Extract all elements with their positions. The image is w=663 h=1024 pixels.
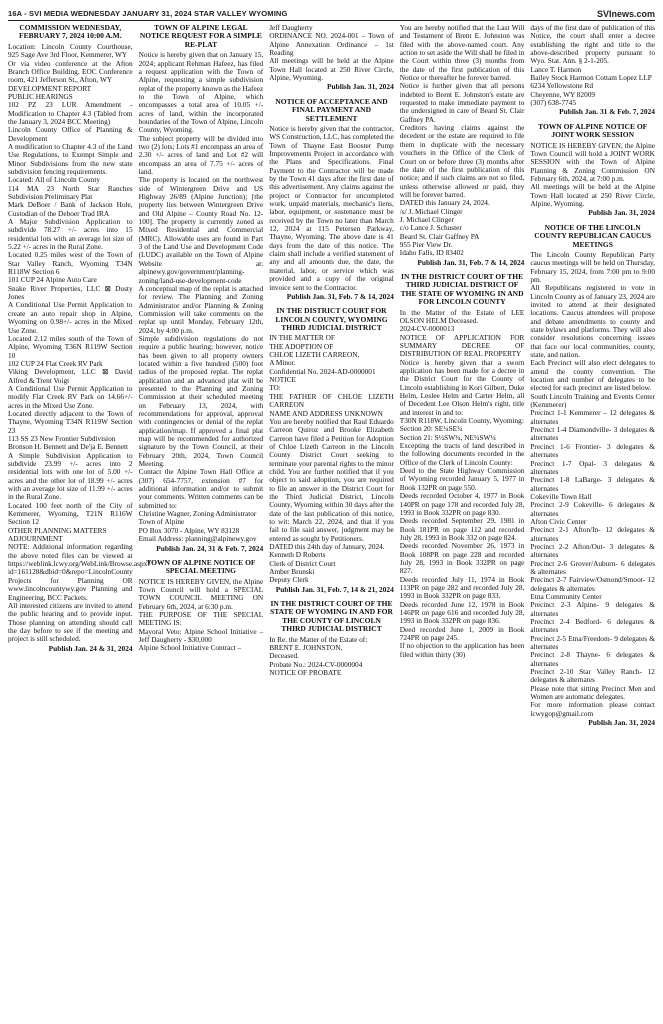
notice-title: IN THE DISTRICT COURT OF THE STATE OF WYOMING IN AND FOR THE COUNTY OF LINCOLN THIRD JUDICIAL DISTRICT [270, 599, 393, 634]
notice-body [269, 636, 394, 678]
notice-paragraph: Email Address: planning@alpinewy.gov [138, 534, 257, 544]
notice-paragraph: Town of Alpine [138, 517, 185, 527]
notice-paragraph: NOTICE OF PROBATE [269, 668, 342, 678]
notice-paragraph: Deceased. [269, 651, 299, 661]
notice-paragraph: Please note that sitting Precinct Men and Women are automatic delegates. [530, 683, 655, 702]
notice-title: COMMISSION WEDNESDAY, FEBRUARY 7, 2024 10:00 A.M. [19, 23, 122, 41]
notice-paragraph: Located 0.25 miles west of the Town of Star Valley Ranch, Wyoming T34N R118W Section 6 [8, 250, 133, 277]
notice-paragraph: 2024-CV-0000013 [399, 324, 455, 334]
notice-paragraph: THE PURPOSE OF THE SPECIAL MEETING IS: [138, 610, 264, 628]
notice-paragraph: Precinct 2-6 Grover/Auburn- 6 delegates & alternates [530, 558, 655, 576]
notice-paragraph: Section 21: S½SW¼, NE¼SW¼ [399, 432, 496, 442]
notice-paragraph: The property is located on the northwest side of Wintergreen Drive and US Highway 26/89 (Alpine Junction); [the property lies between Wintergreen Drive and Old Alpine – County Road No. 12-100]. The property is currently zoned as Mixed Residential and Commercial (MRC). Allowable uses are found in Part 3 of the Land Use and Development Code (LUDC) available on the Town of Alpine Website at: alpinewy.gov/government/planning-zoning/land-use-development-code [138, 175, 264, 285]
notice-paragraph: OTHER PLANNING MATTERS [8, 525, 107, 535]
page-header [8, 4, 655, 21]
notice-paragraph: T30N R118W, Lincoln County, Wyoming: [399, 416, 524, 426]
notice-paragraph: DEVELOPMENT REPORT [8, 83, 92, 93]
notice-paragraph: In Re. the Matter of the Estate of: [269, 634, 368, 644]
legal-notice [269, 24, 394, 92]
notice-paragraph: Precinct 2-3 Alpine- 9 delegates & alternates [530, 600, 655, 618]
notice-paragraph: THE ADOPTION OF [269, 341, 334, 351]
legal-notice [400, 24, 525, 267]
publish-dates: Publish Jan. 31, Feb. 7, 14 & 21, 2024 [275, 584, 394, 594]
notice-paragraph: Mayoral Veto: Alpine School Initiative – Jeff Daugherty - $30,000 [138, 626, 264, 645]
notice-paragraph: Each Precinct will also elect delegates to attend the county convention. The location and number of delegates to be elected for each precinct are listed below. [530, 358, 655, 393]
notice-paragraph: Bronson H. Bennett and De'ja E. Bennett [8, 442, 129, 452]
notice-paragraph: PUBLIC HEARINGS [8, 91, 73, 101]
notice-paragraph: Kenneth D Roberts [269, 550, 326, 560]
notice-paragraph: All meetings will be held at the Alpine Town Hall located at 250 River Circle, Alpine, Wyoming. [269, 56, 394, 83]
notice-paragraph: NOTE: Additional information regarding the above noted files can be viewed at https://weblink.lcwy.org/WebLink/Browse.aspx?id=161128&dbid=0&repo=LincolnCounty [8, 542, 151, 577]
legal-notice [530, 224, 655, 728]
notice-body [400, 309, 525, 659]
legal-notice [530, 123, 655, 218]
publish-dates: Publish Jan. 24, 31 & Feb. 7, 2024 [156, 543, 264, 553]
notice-title: NOTICE OF ACCEPTANCE AND FINAL PAYMENT AND SETTLEMENT [275, 96, 388, 123]
notice-body [530, 142, 655, 209]
notice-paragraph: Mark DeBoer / Bank of Jackson Hole, Custodian of the Deboer Trad IRA [8, 200, 133, 218]
notice-paragraph: Precinct 1-4 Diamondville- 3 delegates & alternates [530, 425, 655, 443]
notice-paragraph: Precinct 1-1 Kemmerer – 12 delegates & alternates [530, 408, 655, 426]
column-5 [530, 24, 655, 1020]
notice-paragraph: 6234 Yellowstone Rd [530, 81, 594, 91]
publish-dates: Publish Jan. 31, Feb. 7 & 14, 2024 [417, 257, 525, 267]
notice-paragraph: ADJOURNMENT [8, 534, 63, 544]
notice-title: TOWN OF ALPINE NOTICE OF JOINT WORK SESSION [538, 121, 648, 140]
notice-paragraph: Notice is hereby given that the contractor, WS Construction, LLC, has completed the Town of Thayne East Booster Pump Improvements Project in accordance with the Plans and Specifications. Final Payment to the Contractor will be made by the Town 41 days after the first date of this advertisement. Any claims against the project or Contractor for uncompleted work, unpaid materials, mechanic's liens, labor, equipment, or sustenance must be received by the Town no later than March 12, 2024 at 115 Petersen Parkway, Thayne, Wyoming. The above date is 41 days from the date of this notice. The claim shall include a verified statement of any and all amounts due, the date, the material, labor, or service which was provided and a copy of the original invoice sent to the Contractor. [269, 123, 394, 292]
notice-paragraph: NAME AND ADDRESS UNKNOWN [269, 408, 383, 418]
notice-paragraph: All meetings will be held at the Alpine Town Hall located at 250 River Circle, Alpine, Wyoming. [530, 182, 655, 208]
notice-paragraph: Christine Wagner, Zoning Administrator [138, 509, 257, 519]
notice-body [139, 51, 264, 543]
notice-title: TOWN OF ALPINE NOTICE OF SPECIAL MEETING [146, 557, 256, 576]
notice-body [530, 24, 655, 107]
notice-paragraph: NOTICE IS HEREBY GIVEN, the Alpine Town Council will hold a JOINT WORK SESSION with the Town of Alpine Planning & Zoning Commission ON February 6th, 2024, at 7:00 p.m. [530, 140, 655, 183]
notice-paragraph: Deed to the State Highway Commission of Wyoming recorded January 5, 1977 in Book 132PR on page 550. [399, 466, 525, 492]
notice-paragraph: Located 100 feet north of the City of Kemmerer, Wyoming, T21N R116W Section 12 [8, 500, 133, 527]
notice-title: TOWN OF ALPINE LEGAL NOTICE REQUEST FOR A SIMPLE RE-PLAT [139, 23, 262, 49]
notice-paragraph: 102 PZ 23 LUR Amendment - Modification to Chapter 4.3 (Tabled from the January 3, 2024 BCC Meeting) [8, 100, 133, 126]
notice-paragraph: Deed recorded June 1, 2009 in Book 724PR on page 245. [399, 624, 525, 642]
notice-paragraph: (307) 638-7745 [530, 98, 576, 108]
legal-notice [269, 98, 394, 301]
notice-paragraph: Precinct 2-9 Cokeville- 6 delegates & alternates [530, 500, 655, 518]
notice-paragraph: The Lincoln County Republican Party caucus meetings will be held on Thursday, February 15, 2024, from 7:00 pm to 9:00 pm. [530, 249, 655, 284]
notice-paragraph: Deeds recorded November 26, 1973 in Book 108PR on page 228 and recorded July 28, 1993 in Book 332PR on page 827. [399, 541, 525, 576]
publish-dates: Publish Jan. 31, 2024 [588, 208, 655, 218]
notice-paragraph: DATED this 24th day of January, 2024. [269, 542, 385, 551]
notice-paragraph: Deeds recorded October 4, 1977 in Book 140PR on page 178 and recorded July 28, 1993 in Book 332PR on page 830. [399, 491, 525, 517]
notice-paragraph: Alpine School Initiative Contract – [138, 643, 242, 653]
notice-paragraph: Notice is hereby given that on January 15, 2024; applicant Rehman Hafeez, has filed a request application with the Town of Alpine, requesting a simple subdivision replat of the property known as the Hafeez to the Town of Alpine, which encompasses a total area of 10.05 +/- acres of land, within the incorporated boundaries of the Town of Alpine, Lincoln County, Wyoming. [138, 50, 264, 135]
notice-paragraph: J. Michael Clinger [399, 214, 454, 224]
legal-notice [269, 307, 394, 594]
notice-body [269, 334, 394, 584]
notice-paragraph: Cheyenne, WY 82009 [530, 89, 596, 99]
legal-notice [139, 24, 264, 553]
notice-paragraph: Precinct 1-8 LaBarge- 3 delegates & alternates [530, 475, 655, 493]
notice-paragraph: Section 20: SE¼SE¼ [399, 424, 463, 434]
notice-paragraph: Snake River Properties, LLC ⊠ Dusty Jones [8, 283, 133, 302]
notice-paragraph: Excepting the tracts of land described in the following documents recorded in the Office of the Clerk of Lincoln County: [399, 441, 525, 467]
notice-paragraph: Cokeville Town Hall [530, 491, 592, 501]
notice-paragraph: Notice is further given that all persons indebted to Brent E. Johnston's estate are requested to make immediate payment to the undersigned in care of Beard St. Clair Gaffney PA. [399, 81, 525, 124]
publish-dates: Publish Jan. 31 & Feb. 7, 2024 [559, 107, 655, 117]
notice-paragraph: 101 CUP 24 Alpine Auto Care [8, 275, 97, 285]
notice-paragraph: Deeds recorded June 12, 1978 in Book 146PR on page 616 and recorded July 28, 1993 in Book 332PR on page 836. [399, 599, 525, 626]
notice-paragraph: The subject property will be divided into two (2) lots; Lots #1 encompass an area of 2.30 +/- acres of land and Lot #2 will encompass an area of 7.75 +/- acres of land. [138, 133, 264, 177]
notice-paragraph: Located directly adjacent to the Town of Thayne, Wyoming T34N R119W Section 23 [8, 408, 133, 435]
notice-paragraph: A Conditional Use Permit Application to modify Flat Creek RV Park on 14.66+/-acres in the Mixed Use Zone. [8, 383, 133, 410]
notice-paragraph: Beard St. Clair Gaffney PA [399, 231, 480, 241]
notice-paragraph: You are hereby notified that Raul Eduardo Carreon Quiroz and Brooke Elizabeth Carreon have filed a Petition for Adoption of Chloe Lizeth Carreon in the Lincoln County District Court seeking to terminate your parental rights to the minor child. You are further notified that if you object to said adoption, you are required to file an answer in the District Court for the Third Judicial District, Lincoln County, Wyoming within 30 days after the date of the last publication of this notice, to wit: March 22, 2024, and that if you fail to file said answer, judgment may be entered as sought by Petitioners. [269, 416, 394, 543]
notice-body [400, 24, 525, 258]
column-1 [8, 23, 151, 1020]
notice-paragraph: THE FATHER OF CHLOE LIZETH CARREON [269, 391, 394, 410]
notice-paragraph: Precinct 2-1 Afton/In- 12 delegates & alternates [530, 525, 655, 543]
notice-paragraph: ORDINANCE NO. 2024-001 – Town of Alpine Annexation Ordinance – 1st Reading [269, 31, 394, 58]
notice-body [530, 251, 655, 718]
notice-paragraph: All Republicans registered to vote in Lincoln County as of January 23, 2024 are invited to attend at their designated locations. Caucus attendees will propose and debate amendments to county and state bylaws and platforms. They will also consider resolutions concerning issues that face our local communities, county, state, and nation. [530, 283, 655, 360]
notice-paragraph: Contact the Alpine Town Hall Office at (307) 654-7757, extension #7 for additional information and/or to submit your comments. Written comments can be submitted to: [138, 467, 264, 510]
notice-paragraph: Projects for Planning OR www.lincolncountywy.gov Planning and Engineering, BCC Packets. [8, 575, 133, 602]
publish-dates: Publish Jan. 31, Feb. 7 & 14, 2024 [286, 291, 394, 301]
notice-paragraph: Notice is hereby given that a sworn application has been made for a decree in the District Court for the County of Lincoln establishing in Kori Gilbert, Duke Helm, Leslee Helm and Carter Helm, all of Decedent Lee Olson Helm's right, title and interest in and to: [399, 357, 525, 417]
notice-paragraph: Lincoln County Office of Planning & Development [8, 125, 133, 143]
notice-paragraph: Lance T. Harmon [530, 64, 582, 74]
legal-notices-columns [8, 24, 655, 1020]
notice-paragraph: A Conditional Use Permit Application to create an auto repair shop in Alpine, Wyoming on 0.98+/- acres in the Mixed Use Zone. [8, 300, 133, 335]
notice-paragraph: A Minor. [269, 358, 296, 368]
legal-notice [530, 24, 655, 117]
notice-paragraph: Bailey Stock Harmon Cottam Lopez LLP [530, 73, 652, 83]
notice-paragraph: Located: All of Lincoln County [8, 175, 101, 185]
legal-notice [139, 559, 264, 653]
publish-dates: Publish Jan. 24 & 31, 2024 [48, 643, 133, 653]
notice-paragraph: TO: [269, 383, 281, 393]
notice-paragraph: Precinct 2-4 Bedford- 6 delegates & alternates [530, 617, 655, 635]
notice-paragraph: Simple subdivision regulations do not require a public hearing; however, notice has been given to all property owners located within a five hundred (500) foot radius of the proposed replat. The replat application and an advanced plat will be presented to the Planning and Zoning Commission at their scheduled meeting on February 13, 2024, with recommendations for approval, approval with contingencies or denial of the replat application/map. If approved a final plat map will be recommended for authorized signature by the Town Council, at their February 20th, 2024, Town Council Meeting. [138, 333, 264, 469]
notice-paragraph: Precinct 2-5 Etna/Freedom- 9 delegates & alternates [530, 633, 655, 652]
notice-paragraph: Probate No.: 2024-CV-0000004 [269, 659, 363, 669]
notice-paragraph: A conceptual map of the replat is attached for review. The Planning and Zoning Administrator and/or Planning & Zoning Commission will take comments on the replat up until Monday, February 12th, 2024, by 4:00 p.m. [138, 283, 264, 335]
notice-paragraph: DATED this January 24, 2024. [399, 198, 490, 208]
notice-paragraph: NOTICE [269, 375, 296, 385]
notice-paragraph: IN THE MATTER OF [269, 333, 335, 343]
notice-body [139, 578, 264, 653]
page-folio: 16A - SVI MEDIA WEDNESDAY JANUARY 31, 2024 STAR VALLEY WYOMING [8, 9, 288, 18]
notice-paragraph: CHLOE LIZETH CARREON, [269, 350, 360, 360]
notice-paragraph: Precinct 2-2 Afton/Out- 3 delegates & alternates [530, 541, 655, 560]
legal-notice [269, 600, 394, 677]
column-2 [139, 24, 264, 1020]
notice-paragraph: Jeff Daugherty [269, 23, 313, 32]
notice-paragraph: Deputy Clerk [269, 575, 309, 585]
notice-paragraph: Idaho Falls, ID 83402 [399, 248, 464, 258]
site-name: SVInews.com [596, 9, 655, 19]
notice-paragraph: Amber Brunski [269, 567, 315, 577]
notice-paragraph: Precinct 2-8 Thayne- 6 delegates & alternates [530, 650, 655, 668]
notice-paragraph: 102 CUP 24 Flat Creek RV Park [8, 358, 103, 368]
notice-paragraph: Creditors having claims against the decedent or the estate are required to file them in duplicate with the necessary vouchers in the Office of the Clerk of Court on or before three (3) months after the date of the first publication of this notice; and if such claims are not so filed, unless otherwise allowed or paid, they will be forever barred. [399, 123, 525, 199]
notice-paragraph: 113 SS 23 New Frontier Subdivision [8, 433, 116, 443]
notice-paragraph: Deeds recorded July 11, 1974 in Book 113PR on page 282 and recorded July 28, 1993 in Book 332PR on page 833. [399, 574, 525, 601]
publish-dates: Publish Jan. 31, 2024 [327, 82, 394, 92]
notice-paragraph: Precinct 2-7 Fairview/Osmond/Smoot- 12 delegates & alternates [530, 575, 655, 593]
column-3 [269, 24, 394, 1020]
notice-paragraph: days of the first date of publication of this Notice, the court shall enter a decree establishing the right and title to the above-described property pursuant to Wyo. Stat. Ann. § 2-1-205. [530, 23, 655, 66]
notice-paragraph: 114 MA 23 North Star Ranches Subdivision Preliminary Plat [8, 183, 133, 201]
notice-paragraph: Precinct 2-10 Star Valley Ranch- 12 delegates & alternates [530, 667, 655, 685]
notice-paragraph: BRENT E. JOHNSTON, [269, 643, 343, 653]
notice-paragraph: You are hereby notified that the Last Will and Testament of Brent E. Johnston was filed with the above-named court. Any action to set aside the Will shall be filed in the Court within three (3) months from the date of the first publication of this Notice or thereafter be forever barred. [399, 23, 525, 83]
notice-paragraph: NOTICE IS HEREBY GIVEN, the Alpine Town Council will hold a SPECIAL TOWN COUNCIL MEETING ON February 6th, 2024, at 6:30 p.m. [138, 576, 264, 611]
notice-paragraph: Location: Lincoln County Courthouse, 925 Sage Ave 3rd Floor, Kemmerer, WY [8, 41, 133, 60]
notice-paragraph: Clerk of District Court [269, 558, 336, 568]
notice-paragraph: Confidential No. 2024-AD-0000001 [269, 366, 376, 376]
notice-paragraph: A Simple Subdivision Application to subdivide 23.99 +/- acres into 2 residential lots with one lot of 5.00 +/- acres and the other lot of 18.99 +/- acres with an average lot size of 11.99 +/- acres in the Rural Zone. [8, 450, 133, 502]
legal-notice [8, 23, 151, 653]
notice-paragraph: Precinct 1-6 Frontier- 3 delegates & alternates [530, 441, 655, 460]
publish-dates: Publish Jan. 31, 2024 [588, 718, 655, 728]
notice-paragraph: Precinct 1-7 Opal- 3 delegates & alternates [530, 458, 655, 476]
notice-paragraph: PO Box 3070 - Alpine, WY 83128 [138, 525, 240, 535]
notice-body [8, 41, 151, 644]
notice-paragraph: c/o Lance J. Schuster [399, 223, 462, 233]
notice-paragraph: 955 Pier View Dr. [399, 239, 453, 249]
notice-paragraph: If no objection to the application has been filed within thirty (30) [399, 641, 525, 659]
notice-body [269, 125, 394, 292]
notice-title: NOTICE OF THE LINCOLN COUNTY REPUBLICAN CAUCUS MEETINGS [534, 222, 652, 249]
notice-paragraph: South Lincoln Training and Events Center (Kemmerer) [530, 391, 655, 410]
notice-paragraph: Etna Community Center [530, 592, 602, 601]
notice-body [269, 24, 394, 82]
notice-paragraph: NOTICE OF APPLICATION FOR SUMMARY DECREE OF DISTRIBUTION OF REAL PROPERTY [399, 332, 525, 359]
notice-paragraph: Afton Civic Center [530, 516, 587, 526]
notice-paragraph: In the Matter of the Estate of LEE OLSON HELM Deceased. [399, 307, 525, 325]
notice-paragraph: Or via video conference at the Afton Branch Office Building, EOC Conference room, 421 Jefferson St., Afton, WY [8, 58, 133, 85]
column-4 [400, 24, 525, 1020]
notice-paragraph: For more information please contact lcwygop@gmail.com [530, 700, 655, 718]
notice-paragraph: A Major Subdivision Application to subdivide 78.27 +/- acres into 15 residential lots with an average lot size of 5.22 +/- acres in the Rural Zone. [8, 217, 133, 252]
notice-paragraph: All interested citizens are invited to attend the public hearing and to provide input. Those planning on attending should call the day before to see if the meeting and project is still scheduled. [8, 600, 133, 644]
notice-paragraph: A modification to Chapter 4.3 of the Land Use Regulations, to Exempt Simple and Minor Subdivisions from the new state subdivision fencing requirements. [8, 141, 133, 176]
notice-title: IN THE DISTRICT COURT OF THE THIRD JUDICIAL DISTRICT OF THE STATE OF WYOMING IN AND FOR LINCOLN COUNTY [400, 271, 524, 307]
notice-paragraph: Located 2.12 miles south of the Town of Alpine, Wyoming T36N R119W Section 10 [8, 333, 133, 360]
legal-notice [400, 273, 525, 659]
notice-paragraph: /s/ J. Michael Clinger [399, 206, 463, 216]
notice-title: IN THE DISTRICT COURT FOR LINCOLN COUNTY, WYOMING THIRD JUDICIAL DISTRICT [275, 306, 388, 332]
notice-paragraph: Viking Development, LLC ⊠ David Alfred & Trent Voigt [8, 367, 133, 385]
notice-paragraph: Deeds recorded September 29, 1981 in Book 181PR on page 112 and recorded July 28, 1993 in Book 332 on page 824. [399, 516, 525, 542]
